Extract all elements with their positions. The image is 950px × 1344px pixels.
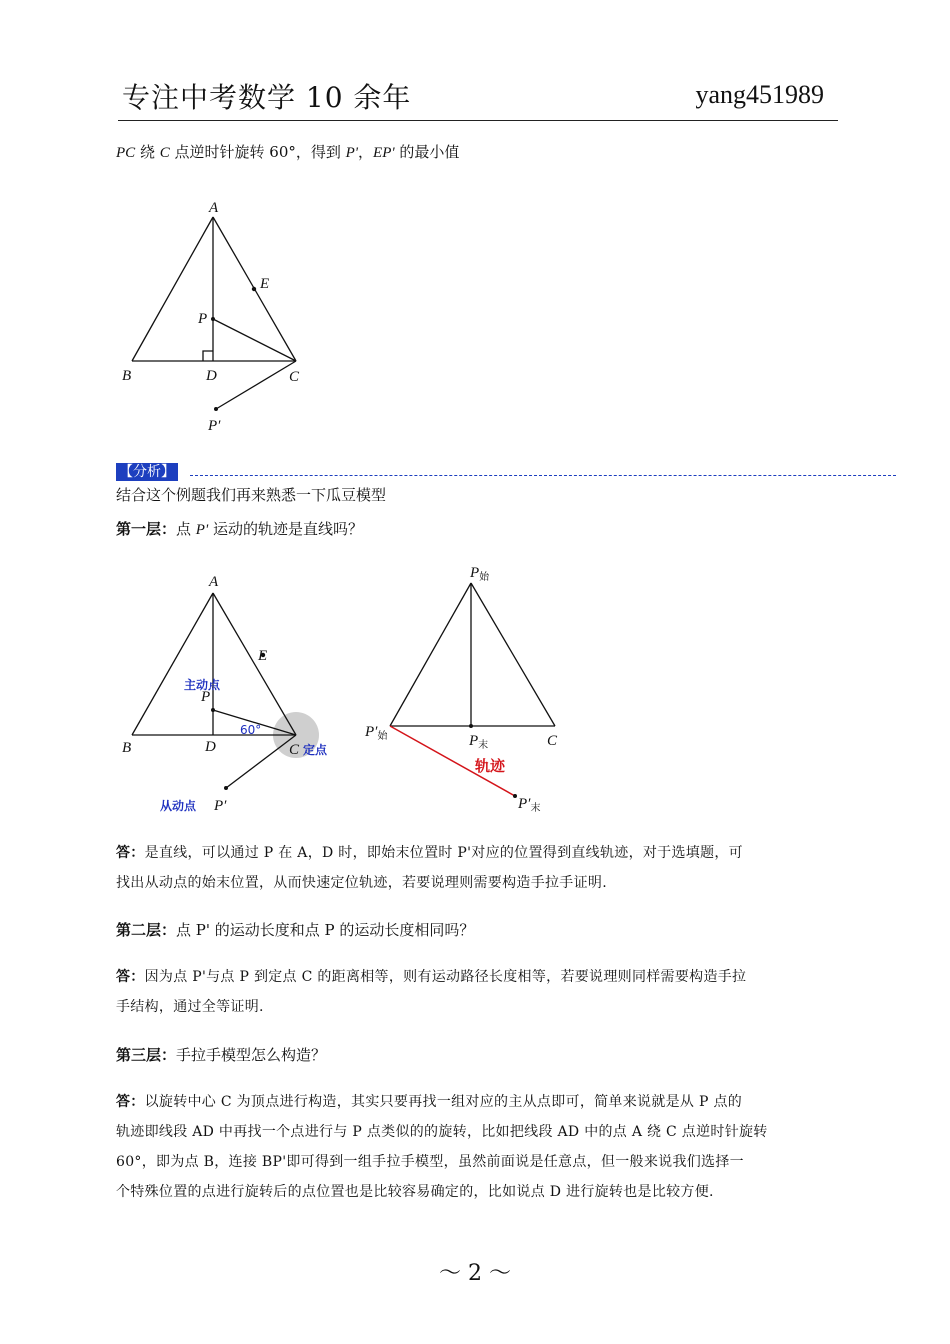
answer-3-line-2: 轨迹即线段 AD 中再找一个点进行与 P 点类似的的旋转，比如把线段 AD 中的点 A 绕 C 点逆时针旋转 xyxy=(116,1124,768,1140)
answer-1-label: 答： xyxy=(116,845,145,861)
analysis-tag-wrap xyxy=(116,461,178,481)
analysis-intro: 结合这个例题我们再来熟悉一下瓜豆模型 xyxy=(116,486,387,504)
intro-mid3: ， xyxy=(358,143,374,161)
intro-line xyxy=(116,142,459,163)
answer-1-line-2: 找出从动点的始末位置，从而快速定位轨迹，若要说理则需要构造手拉手证明. xyxy=(116,875,607,891)
fig1-point-p xyxy=(211,317,215,321)
answer-3-label: 答： xyxy=(116,1094,145,1110)
fig3-label-pp-start: $P'_始$ xyxy=(365,724,388,742)
layer1-p: P' xyxy=(195,522,209,538)
fig2-label-c: C xyxy=(289,742,300,758)
fig2-label-a: A xyxy=(209,574,219,590)
layer3-text: 手拉手模型怎么构造？ xyxy=(176,1046,327,1064)
page-number: ～ 2 ～ xyxy=(439,1261,511,1286)
fig3-side-right xyxy=(471,583,555,726)
intro-epprime: EP' xyxy=(373,145,395,161)
fig1-side-ab xyxy=(132,217,213,361)
fig1-right-angle xyxy=(203,351,213,361)
layer2-line xyxy=(116,920,474,940)
answer-3-line-3: 60°，即为点 B，连接 BP'即可得到一组手拉手模型，虽然前面说是任意点，但一般来说我们选择一 xyxy=(116,1154,744,1170)
fig2-label-d: D xyxy=(205,739,216,755)
layer3-line xyxy=(116,1045,326,1065)
answer-2-line-1: 答：因为点 P'与点 P 到定点 C 的距离相等，则有运动路径长度相等，若要说理则同样需要构造手拉 xyxy=(116,969,747,985)
answer-1-line-1: 答：是直线，可以通过 P 在 A，D 时，即始末位置时 P'对应的位置得到直线轨迹，对于选填题，可 xyxy=(116,845,743,861)
fig1-point-pp xyxy=(214,407,218,411)
fig1-label-e: E xyxy=(260,276,270,292)
layer1-line xyxy=(116,519,363,540)
layer1-text-a: 点 xyxy=(176,520,196,538)
fig1-label-c: C xyxy=(289,369,300,385)
fig2-label-pp: P′ xyxy=(214,798,227,814)
layer1-text-b: 运动的轨迹是直线吗？ xyxy=(208,520,363,538)
answer-2-line-2: 手结构，通过全等证明. xyxy=(116,999,264,1015)
fig2-point-pp xyxy=(224,786,228,790)
fig2-label-p: P xyxy=(201,689,211,705)
fig1-label-b: B xyxy=(122,368,132,384)
fig1-label-a: A xyxy=(209,200,219,216)
fig2-fixed-point-label: 定点 xyxy=(303,743,328,757)
figure-3 xyxy=(355,555,595,825)
fig3-point-pp-end xyxy=(513,794,517,798)
fig1-label-d: D xyxy=(206,368,217,384)
layer2-heading: 第二层： xyxy=(116,921,177,939)
header-account: yang451989 xyxy=(695,80,824,109)
fig2-side-ab xyxy=(132,593,213,735)
answer-2 xyxy=(116,962,836,1022)
answer-1 xyxy=(116,838,836,898)
intro-mid1: 绕 xyxy=(135,143,160,161)
intro-mid2: 点逆时针旋转 60°，得到 xyxy=(169,143,346,161)
answer-3-line-1: 答：以旋转中心 C 为顶点进行构造，其实只要再找一组对应的主从点即可，简单来说就是从 P 点的 xyxy=(116,1094,743,1110)
header-title: 专注中考数学 10 余年 xyxy=(122,81,412,114)
intro-c: C xyxy=(159,145,170,161)
fig3-label-pp-end: $P'_末$ xyxy=(518,796,541,814)
intro-pc: PC xyxy=(116,145,136,161)
layer1-heading: 第一层： xyxy=(116,520,177,538)
fig2-label-e: E xyxy=(258,648,268,664)
layer2-text: 点 P' 的运动长度和点 P 的运动长度相同吗？ xyxy=(176,921,475,939)
figure-2 xyxy=(110,565,350,825)
fig2-angle-label: 60° xyxy=(240,723,262,737)
fig1-segment-cpp xyxy=(216,361,296,409)
figure-1 xyxy=(110,195,330,440)
fig2-label-b: B xyxy=(122,740,132,756)
fig1-point-e xyxy=(252,287,256,291)
fig2-follow-point-label: 从动点 xyxy=(160,799,197,813)
fig2-segment-cpp xyxy=(226,735,296,788)
intro-pprime: P' xyxy=(345,145,359,161)
header-rule xyxy=(118,120,838,121)
fig1-label-p: P xyxy=(198,311,208,327)
fig3-side-left xyxy=(390,583,471,726)
intro-end: 的最小值 xyxy=(394,143,460,161)
fig3-label-p-end: $P_末$ xyxy=(469,733,489,751)
fig2-main-point-label: 主动点 xyxy=(184,678,221,692)
fig2-point-p xyxy=(211,708,215,712)
analysis-divider xyxy=(190,475,896,476)
fig3-label-c: C xyxy=(547,733,558,749)
layer3-heading: 第三层： xyxy=(116,1046,177,1064)
answer-2-label: 答： xyxy=(116,969,145,985)
fig3-point-p-end xyxy=(469,724,473,728)
fig3-trajectory-label: 轨迹 xyxy=(475,757,506,775)
answer-3-line-4: 个特殊位置的点进行旋转后的点位置也是比较容易确定的，比如说点 D 进行旋转也是比较方便. xyxy=(116,1184,714,1200)
analysis-tag: 【分析】 xyxy=(116,463,178,481)
answer-3 xyxy=(116,1087,836,1207)
fig3-label-p-start: $P_始$ xyxy=(470,565,490,583)
fig1-label-pp: P′ xyxy=(208,418,221,434)
